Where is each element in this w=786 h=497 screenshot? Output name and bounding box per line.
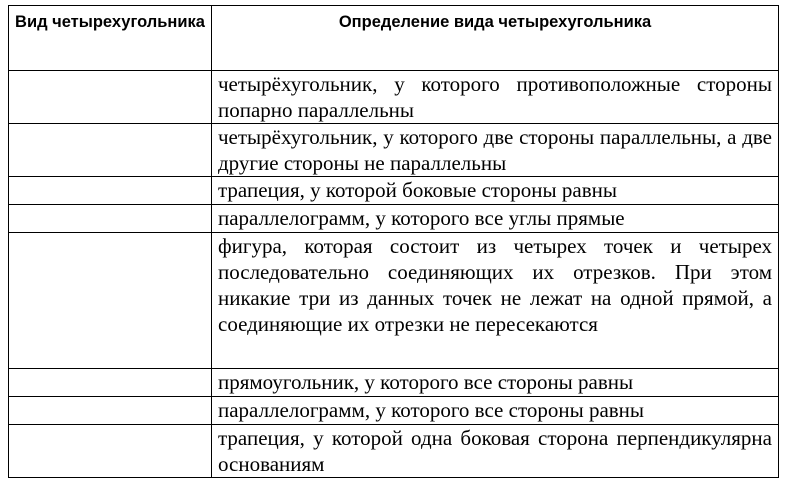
type-cell[interactable]: [9, 369, 212, 397]
definition-cell: четырёхугольник, у которого противоположные стороны попарно параллельны: [212, 71, 779, 124]
type-cell[interactable]: [9, 205, 212, 233]
type-cell[interactable]: [9, 233, 212, 369]
type-cell[interactable]: [9, 177, 212, 205]
type-cell[interactable]: [9, 425, 212, 478]
table-row: [9, 205, 779, 233]
type-cell[interactable]: [9, 397, 212, 425]
header-type: Вид четырехугольника: [9, 6, 212, 71]
definition-cell: трапеция, у которой боковые стороны равны: [212, 177, 779, 205]
quadrilateral-types-table: [8, 5, 779, 478]
definition-cell: четырёхугольник, у которого две стороны параллельны, а две другие стороны не параллельны: [212, 124, 779, 177]
definition-cell: трапеция, у которой одна боковая сторона перпендикулярна основаниям: [212, 425, 779, 478]
definition-cell: прямоугольник, у которого все стороны равны: [212, 369, 779, 397]
definition-cell: параллелограмм, у которого все углы прямые: [212, 205, 779, 233]
definition-cell: параллелограмм, у которого все стороны равны: [212, 397, 779, 425]
table-row: [9, 369, 779, 397]
table-row: [9, 71, 779, 124]
table-row: [9, 233, 779, 369]
table-row: [9, 397, 779, 425]
type-cell[interactable]: [9, 124, 212, 177]
table-row: [9, 124, 779, 177]
definition-cell: фигура, которая состоит из четырех точек и четырех последовательно соединяющих их отрезков. При этом никакие три из данных точек не лежат на одной прямой, а соединяющие их отрезки не пересекаются: [212, 233, 779, 369]
type-cell[interactable]: [9, 71, 212, 124]
table-row: [9, 177, 779, 205]
table-row: [9, 425, 779, 478]
table-header-row: [9, 6, 779, 71]
header-definition: Определение вида четырехугольника: [212, 6, 779, 71]
